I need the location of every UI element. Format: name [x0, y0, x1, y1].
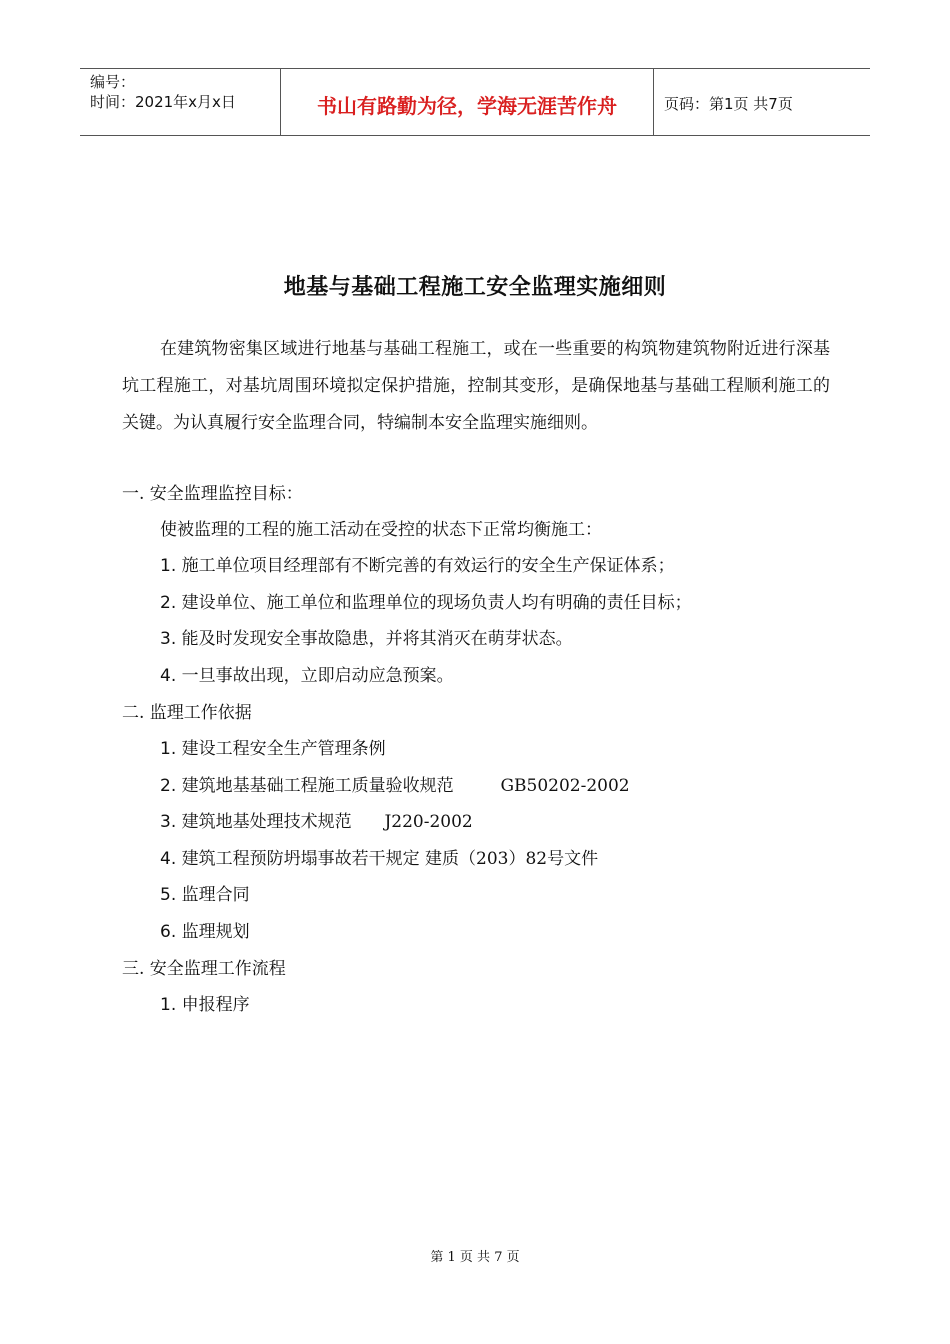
header-motto: 书山有路勤为径，学海无涯苦作舟 — [281, 69, 654, 135]
section-heading-1: 一. 安全监理监控目标： — [122, 484, 303, 504]
list-item — [160, 774, 630, 798]
list-item-text: 建设单位、施工单位和监理单位的现场负责人均有明确的责任目标； — [181, 593, 692, 613]
list-item-number: 3. — [160, 629, 177, 649]
section-1-lead: 使被监理的工程的施工活动在受控的状态下正常均衡施工： — [160, 520, 602, 540]
standard-code: GB50202-2002 — [500, 776, 630, 796]
list-item-text: 能及时发现安全事故隐患，并将其消灭在萌芽状态。 — [181, 629, 573, 649]
intro-paragraph: 在建筑物密集区域进行地基与基础工程施工，或在一些重要的构筑物建筑物附近进行深基坑工程施工，对基坑周围环境拟定保护措施，控制其变形，是确保地基与基础工程顺利施工的关键。为认真履行安全监理合同，特编制本安全监理实施细则。 — [122, 339, 830, 433]
list-item-number: 2. — [160, 593, 177, 613]
list-item — [160, 554, 675, 578]
standard-code: J220-2002 — [384, 812, 473, 832]
section-heading-2: 二. 监理工作依据 — [122, 703, 252, 723]
header-meta — [80, 69, 281, 135]
list-item-text: 建筑地基处理技术规范 — [181, 812, 352, 832]
list-item-number: 4. — [160, 849, 177, 869]
list-item — [160, 993, 250, 1017]
list-item — [160, 591, 692, 615]
list-item-number: 5. — [160, 885, 177, 905]
list-item-number: 1. — [160, 556, 177, 576]
list-item-text: 建筑工程预防坍塌事故若干规定 建质（203）82号文件 — [181, 849, 599, 869]
list-item-number: 3. — [160, 812, 177, 832]
header-page-info: 页码：第1页 共7页 — [664, 94, 793, 113]
list-item — [160, 810, 473, 834]
list-item-number: 4. — [160, 666, 177, 686]
list-item-text: 建设工程安全生产管理条例 — [181, 739, 386, 759]
list-item-number: 1. — [160, 995, 177, 1015]
list-item-text: 申报程序 — [181, 995, 250, 1015]
list-item-text: 监理合同 — [181, 885, 250, 905]
list-item — [160, 883, 250, 907]
list-item-text: 监理规划 — [181, 922, 250, 942]
page-footer: 第 1 页 共 7 页 — [430, 1250, 520, 1265]
list-item-text: 一旦事故出现，立即启动应急预案。 — [181, 666, 454, 686]
document-date: 时间：2021年x月x日 — [90, 93, 236, 111]
list-item-number: 2. — [160, 776, 177, 796]
list-item-number: 1. — [160, 739, 177, 759]
list-item — [160, 664, 454, 688]
document-number-label: 编号： — [90, 73, 136, 91]
page-header — [80, 68, 870, 136]
section-heading-3: 三. 安全监理工作流程 — [122, 959, 286, 979]
list-item — [160, 847, 598, 871]
list-item — [160, 920, 250, 944]
list-item-number: 6. — [160, 922, 177, 942]
list-item-text: 施工单位项目经理部有不断完善的有效运行的安全生产保证体系； — [181, 556, 675, 576]
list-item — [160, 737, 386, 761]
list-item — [160, 627, 573, 651]
document-title: 地基与基础工程施工安全监理实施细则 — [283, 275, 667, 300]
list-item-text: 建筑地基基础工程施工质量验收规范 — [181, 776, 454, 796]
